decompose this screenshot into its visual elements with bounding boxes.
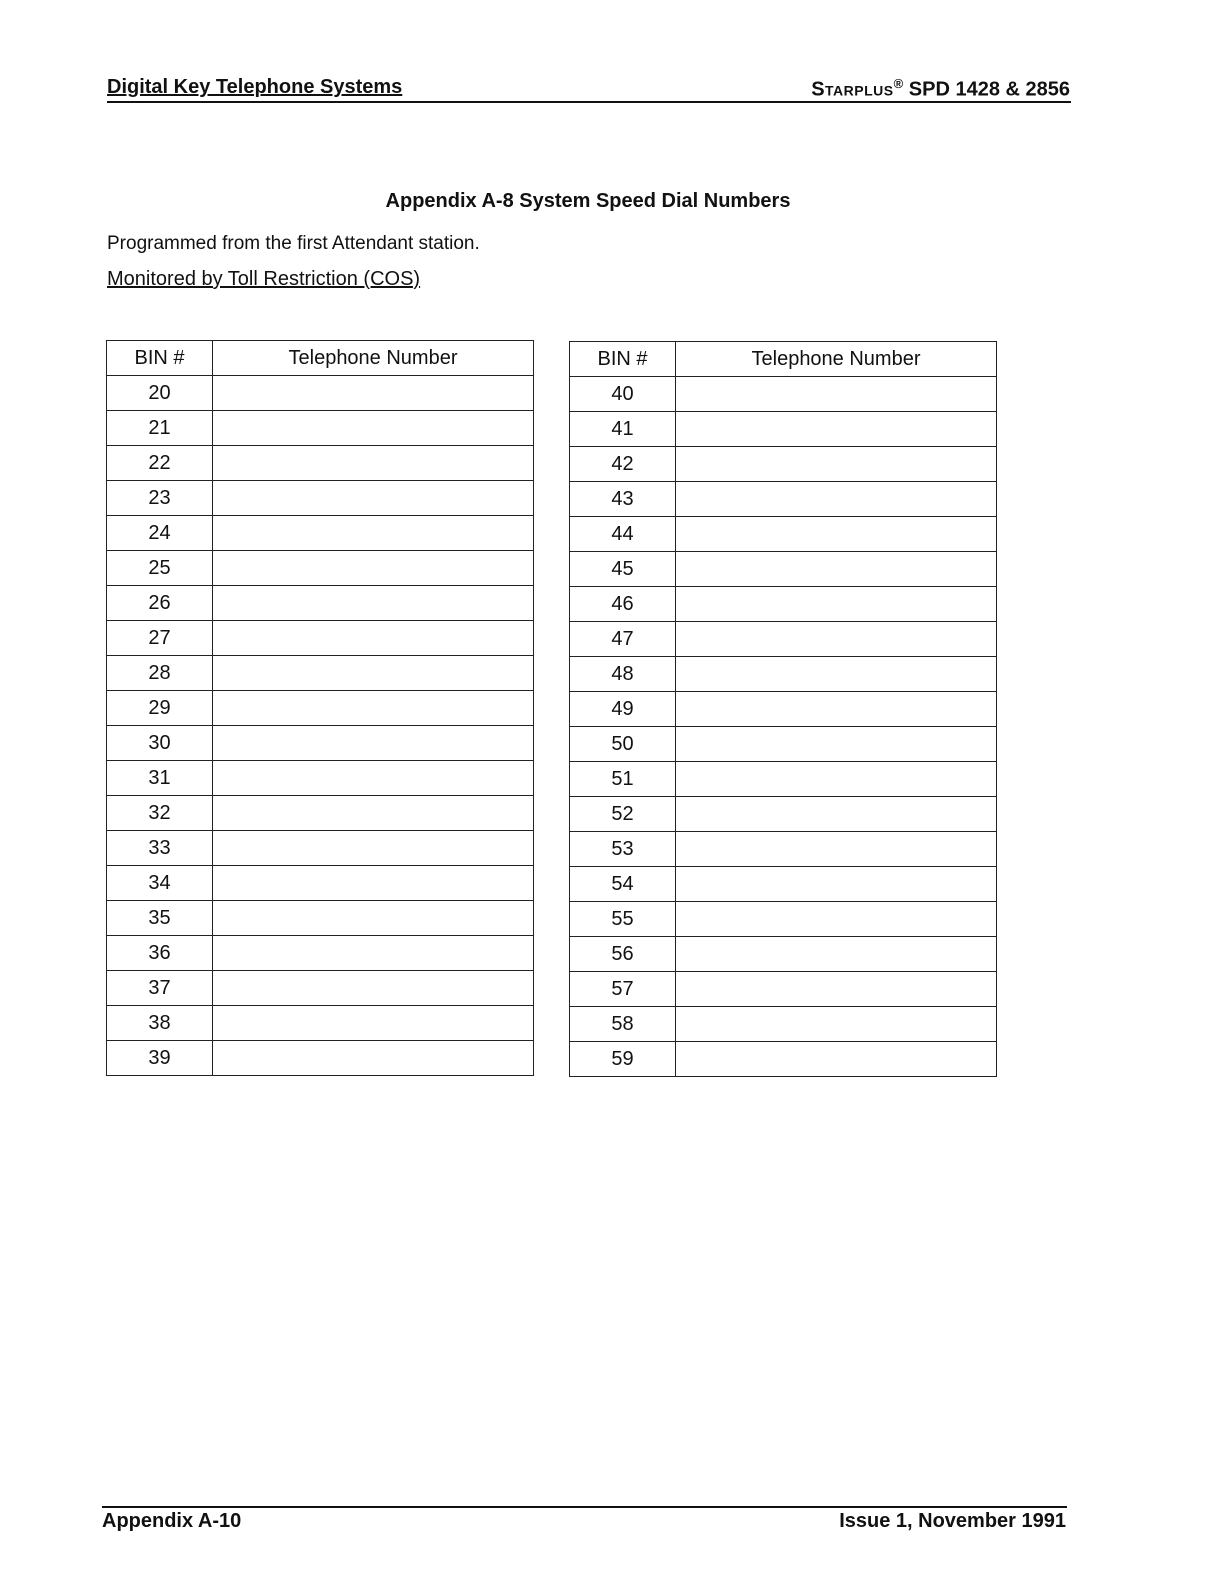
table-row [107, 446, 534, 481]
telephone-number-cell[interactable] [213, 586, 534, 621]
telephone-number-cell[interactable] [676, 1007, 997, 1042]
telephone-number-cell[interactable] [213, 901, 534, 936]
table-header-row [570, 342, 997, 377]
telephone-number-cell[interactable] [213, 726, 534, 761]
table-row [107, 866, 534, 901]
telephone-number-cell[interactable] [676, 657, 997, 692]
bin-number-cell: 40 [570, 377, 676, 412]
bin-number-cell: 42 [570, 447, 676, 482]
telephone-number-cell[interactable] [676, 412, 997, 447]
telephone-number-cell[interactable] [676, 552, 997, 587]
telephone-number-cell[interactable] [676, 762, 997, 797]
table-row [107, 971, 534, 1006]
bin-number-cell: 20 [107, 376, 213, 411]
table-row [570, 832, 997, 867]
bin-number-cell: 25 [107, 551, 213, 586]
registered-mark: ® [893, 76, 904, 91]
telephone-number-cell[interactable] [676, 1042, 997, 1077]
table-row [107, 901, 534, 936]
telephone-number-cell[interactable] [676, 622, 997, 657]
telephone-number-cell[interactable] [676, 517, 997, 552]
bin-number-cell: 32 [107, 796, 213, 831]
bin-number-cell: 31 [107, 761, 213, 796]
bin-number-cell: 47 [570, 622, 676, 657]
telephone-number-cell[interactable] [213, 656, 534, 691]
bin-number-cell: 58 [570, 1007, 676, 1042]
header-section-title: Digital Key Telephone Systems [107, 76, 403, 98]
table-row [107, 621, 534, 656]
telephone-number-cell[interactable] [676, 797, 997, 832]
table-row [570, 657, 997, 692]
table-row [107, 936, 534, 971]
telephone-column-header: Telephone Number [676, 342, 997, 377]
bin-number-cell: 51 [570, 762, 676, 797]
table-row [570, 377, 997, 412]
telephone-number-cell[interactable] [676, 447, 997, 482]
table-row [570, 902, 997, 937]
table-row [570, 412, 997, 447]
table-row [570, 867, 997, 902]
table-row [107, 691, 534, 726]
table-row [107, 586, 534, 621]
bin-number-cell: 33 [107, 831, 213, 866]
table-row [570, 692, 997, 727]
telephone-number-cell[interactable] [213, 446, 534, 481]
table-row [107, 411, 534, 446]
table-row [570, 587, 997, 622]
table-row [570, 517, 997, 552]
bin-number-cell: 41 [570, 412, 676, 447]
bin-number-cell: 29 [107, 691, 213, 726]
telephone-number-cell[interactable] [213, 691, 534, 726]
model-name: SPD 1428 & 2856 [908, 78, 1070, 101]
table-row [570, 482, 997, 517]
telephone-number-cell[interactable] [676, 972, 997, 1007]
telephone-number-cell[interactable] [676, 587, 997, 622]
footer-issue: Issue 1, November 1991 [839, 1510, 1066, 1532]
bin-number-cell: 50 [570, 727, 676, 762]
telephone-number-cell[interactable] [213, 831, 534, 866]
telephone-number-cell[interactable] [676, 937, 997, 972]
table-row [107, 796, 534, 831]
speed-dial-table-left [106, 340, 534, 1076]
table-row [570, 1007, 997, 1042]
table-row [107, 761, 534, 796]
bin-number-cell: 35 [107, 901, 213, 936]
table-row [570, 622, 997, 657]
telephone-number-cell[interactable] [213, 1006, 534, 1041]
bin-number-cell: 23 [107, 481, 213, 516]
telephone-number-cell[interactable] [676, 727, 997, 762]
bin-number-cell: 28 [107, 656, 213, 691]
bin-number-cell: 45 [570, 552, 676, 587]
table-row [107, 376, 534, 411]
table-row [570, 552, 997, 587]
telephone-number-cell[interactable] [213, 936, 534, 971]
bin-number-cell: 48 [570, 657, 676, 692]
footer-page-label: Appendix A-10 [102, 1510, 242, 1532]
telephone-number-cell[interactable] [213, 621, 534, 656]
programmed-note: Programmed from the first Attendant station. [107, 233, 480, 254]
table-row [570, 727, 997, 762]
bin-number-cell: 53 [570, 832, 676, 867]
bin-column-header: BIN # [107, 341, 213, 376]
bin-number-cell: 59 [570, 1042, 676, 1077]
table-row [570, 1042, 997, 1077]
speed-dial-table-right [569, 341, 997, 1077]
bin-number-cell: 55 [570, 902, 676, 937]
table-row [570, 762, 997, 797]
bin-number-cell: 44 [570, 517, 676, 552]
bin-number-cell: 46 [570, 587, 676, 622]
bin-number-cell: 36 [107, 936, 213, 971]
telephone-number-cell[interactable] [213, 796, 534, 831]
telephone-number-cell[interactable] [676, 482, 997, 517]
table-row [107, 831, 534, 866]
telephone-column-header: Telephone Number [213, 341, 534, 376]
footer-rule [102, 1506, 1067, 1508]
header-product [811, 76, 1070, 102]
table-row [570, 937, 997, 972]
table-row [570, 972, 997, 1007]
monitored-note: Monitored by Toll Restriction (COS) [107, 268, 421, 290]
page-title: Appendix A-8 System Speed Dial Numbers [385, 190, 791, 212]
telephone-number-cell[interactable] [213, 516, 534, 551]
bin-number-cell: 56 [570, 937, 676, 972]
bin-number-cell: 27 [107, 621, 213, 656]
telephone-number-cell[interactable] [676, 692, 997, 727]
table-row [107, 551, 534, 586]
bin-number-cell: 22 [107, 446, 213, 481]
table-row [107, 726, 534, 761]
table-header-row [107, 341, 534, 376]
table-row [107, 1041, 534, 1076]
telephone-number-cell[interactable] [213, 971, 534, 1006]
bin-number-cell: 39 [107, 1041, 213, 1076]
bin-number-cell: 43 [570, 482, 676, 517]
bin-number-cell: 38 [107, 1006, 213, 1041]
telephone-number-cell[interactable] [213, 481, 534, 516]
bin-number-cell: 30 [107, 726, 213, 761]
brand-name: Starplus [811, 78, 894, 101]
bin-number-cell: 37 [107, 971, 213, 1006]
telephone-number-cell[interactable] [213, 551, 534, 586]
telephone-number-cell[interactable] [676, 832, 997, 867]
telephone-number-cell[interactable] [213, 1041, 534, 1076]
bin-number-cell: 24 [107, 516, 213, 551]
telephone-number-cell[interactable] [676, 902, 997, 937]
bin-number-cell: 26 [107, 586, 213, 621]
table-row [570, 447, 997, 482]
bin-number-cell: 54 [570, 867, 676, 902]
telephone-number-cell[interactable] [676, 867, 997, 902]
table-row [570, 797, 997, 832]
telephone-number-cell[interactable] [676, 377, 997, 412]
telephone-number-cell[interactable] [213, 376, 534, 411]
table-row [107, 656, 534, 691]
table-row [107, 1006, 534, 1041]
telephone-number-cell[interactable] [213, 411, 534, 446]
header-rule [107, 101, 1071, 103]
telephone-number-cell[interactable] [213, 866, 534, 901]
telephone-number-cell[interactable] [213, 761, 534, 796]
bin-column-header: BIN # [570, 342, 676, 377]
bin-number-cell: 21 [107, 411, 213, 446]
bin-number-cell: 34 [107, 866, 213, 901]
bin-number-cell: 57 [570, 972, 676, 1007]
bin-number-cell: 49 [570, 692, 676, 727]
table-row [107, 481, 534, 516]
table-row [107, 516, 534, 551]
bin-number-cell: 52 [570, 797, 676, 832]
